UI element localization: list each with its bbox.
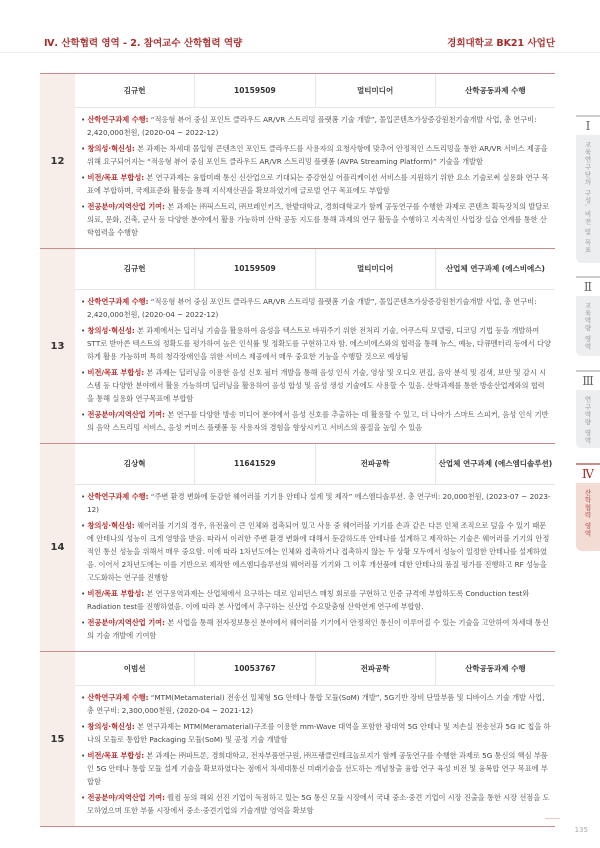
item-key: 산학연구과제 수행:: [87, 115, 149, 124]
footer-divider: [545, 818, 560, 819]
item-text: 본 과제에서는 딥러닝 기술을 활용하여 음성을 텍스트로 바꿔주기 위한 전처리 기술, 어쿠스틱 모델링, 디코딩 기법 등을 개발하여 STT로 받아쓴 텍스트의 정확도를 평가하여 높은 인식률 및 정확도를 구현하고자 함. 에스비에스와의 협력을 통해 뉴스, 예능, 다큐멘터리 등에서 다양하게 활용 가능하며 특히 청각장애인을 위한 서비스 제공에서 매우 중요한 기능을 수행할 것으로 예상됨: [87, 326, 551, 361]
list-item: • 창의성·혁신성: 본 연구과제는 MTM(Meramaterial)구조를 이용한 mm-Wave 대역을 포함한 광대역 5G 안테나 및 저손실 전송선과 5G IC 칩을 하나의 모듈로 통합한 Packaging 모듈(SoM) 및 공정 기술 개발함: [81, 722, 551, 744]
list-item: • 산학연구과제 수행: “주변 환경 변화에 둔감한 웨어러블 기기용 안테나 설계 및 제작” 에스엠디솔루션. 총 연구비: 20,000천원, (2023-07 ~ 2023-12): [81, 492, 551, 514]
item-text: “적응형 뷰어 중심 포인트 클라우드 AR/VR 스트리밍 플랫폼 기술 개발”, 몰입콘텐츠가상증강원천기술개발 사업, 총 연구비: 2,420,000천원, (2020-04 ~ 2022-12): [87, 297, 537, 319]
item-text: 본 연구를 다양한 방송 미디어 분야에서 음성 신호를 추출하는 데 활용할 수 있고, 더 나아가 스마트 스피커, 음성 인식 기반의 음악 스트리밍 서비스, 음성 커머스 플랫폼 등 사용자의 경험을 향상시키고 서비스의 품질을 높일 수 있음: [87, 410, 549, 432]
table-row: [40, 249, 555, 444]
row-number: 15: [40, 652, 75, 826]
item-text: “MTM(Metamaterial) 전송선 일체형 5G 안테나 통합 모듈(SoM) 개발”, 5G기반 장비 단말부품 및 디바이스 기술 개발 사업, 총 연구비: 2,300,000천원, (2020-04 ~ 2021-12): [87, 693, 545, 715]
professor-name: 김상혁: [75, 444, 195, 484]
list-item: • 전공분야/지역산업 기여: 퀄컴 등의 해외 선진 기업이 독점하고 있는 5G 통신 모듈 시장에서 국내 중소·중견 기업이 시장 진출을 통한 시장 선점을 도모하였으며 또한 부품 시장에서 중소·중견기업의 기술개발 영역을 확보함: [81, 793, 550, 815]
item-text: 본 연구과제는 MTM(Meramaterial)구조를 이용한 mm-Wave 대역을 포함한 광대역 5G 안테나 및 저손실 전송선과 5G IC 칩을 하나의 모듈로 통합한 Packaging 모듈(SoM) 및 공정 기술 개발함: [87, 722, 551, 744]
tab-label: 연구역량 영역: [583, 396, 592, 445]
professor-name: 김규헌: [75, 74, 195, 107]
item-key: 전공분야/지역산업 기여:: [87, 410, 165, 419]
list-item: • 비전/목표 부합성: 본 연구용역과제는 산업체에서 요구하는 대로 임피던스 매칭 회로를 구현하고 인증 규격에 부합하도록 Conduction test와 Radiation test를 진행하였음. 이에 따라 본 사업에서 추구하는 신산업 수요맞춤형 산학연계 연구에 부합함.: [81, 589, 530, 611]
field: 전파공학: [316, 652, 436, 685]
item-text: “주변 환경 변화에 둔감한 웨어러블 기기용 안테나 설계 및 제작” 에스엠디솔루션. 총 연구비: 20,000천원, (2023-07 ~ 2023-12): [87, 492, 551, 514]
item-key: 창의성·혁신성:: [87, 521, 135, 530]
tab-label: 산학협력 영역: [583, 489, 592, 538]
cooperation-type: 산학공동과제 수행: [465, 663, 526, 673]
table-row: [40, 444, 555, 652]
tab-numeral: Ⅱ: [576, 278, 600, 296]
item-key: 창의성·혁신성:: [87, 722, 135, 731]
list-item: • 산학연구과제 수행: “MTM(Metamaterial) 전송선 일체형 5G 안테나 통합 모듈(SoM) 개발”, 5G기반 장비 단말부품 및 디바이스 기술 개발 사업, 총 연구비: 2,300,000천원, (2020-04 ~ 2021-12): [81, 693, 545, 715]
table-row: [40, 74, 555, 249]
item-key: 창의성·혁신성:: [87, 326, 135, 335]
item-text: 웨어러블 기기의 경우, 유전율이 큰 인체와 접촉되어 있고 사용 중 웨어러블 기기를 손과 같은 다른 인체 조직으로 덮을 수 있기 때문에 안테나의 성능이 크게 영향을 받음. 따라서 이러한 주변 환경 변화에 대해서 둔감하도록 안테나를 설계하고 제작하는 기술은 웨어러블 기기의 안정적인 통신 성능을 위해서 매우 중요함. 이에 따라 1차년도에는 인체와 접촉하거나 접촉하지 않는 두 상황 모두에서 성능이 일정한 안테나를 설계하였음. 이어서 2차년도에는 이를 기반으로 제작한 에스엠디솔루션의 웨어러블 기기와 그 이후 개선품에 대한 안테나의 품질 평가를 진행하고 RF 성능을 고도화하는 연구를 진행함: [87, 521, 550, 582]
cooperation-table: [40, 73, 555, 827]
item-text: 본 연구과제는 융합미래 통신 신산업으로 기대되는 증강현실 어플리케이션 서비스를 지원하기 위한 요소 기술로써 실용화 연구 목표에 부합하며, 국제표준화 활동을 통해 지식재산권을 확보하였기에 글로벌 연구 목표에도 부합함: [87, 173, 549, 195]
tab-label: 교육연구단의 구성, 비전 및 목표: [583, 141, 592, 254]
side-tab[interactable]: [576, 276, 600, 356]
item-key: 산학연구과제 수행:: [87, 492, 149, 501]
item-key: 전공분야/지역산업 기여:: [87, 618, 165, 627]
item-text: 본 과제는 ㈜파트론, 경희대학교, 전자부품연구원, ㈜프랭클린테크놀로지가 함께 공동연구를 수행한 과제로 5G 통신의 핵심 부품인 5G 안테나 통합 모듈 설계 기술을 확보하였다는 점에서 차세대통신 미래기술을 선도하는 개념창출 융합 연구 육성 비전 및 융복합 연구 목표에 부합함: [87, 751, 548, 786]
tab-numeral: Ⅲ: [576, 372, 600, 390]
list-item: • 전공분야/지역산업 기여: 본 사업을 통해 전자정보통신 분야에서 웨어러블 기기에서 안정적인 통신이 이루어질 수 있는 기술을 고안하여 차세대 통신의 기술 개발에 기여함: [81, 618, 549, 640]
org-name: 경희대학교 BK21 사업단: [447, 38, 555, 49]
section-title: Ⅳ. 산학협력 영역 - 2. 참여교수 산학협력 역량: [44, 38, 243, 49]
page-number: 135: [574, 826, 588, 834]
list-item: • 창의성·혁신성: 본 과제는 차세대 몰입형 콘텐츠인 포인트 클라우드를 사용자의 요청사항에 맞추어 안정적인 스트리밍을 통한 AR/VR 서비스 제공을 위해 요구되어지는 “적응형 뷰어 중심 포인트 클라우드 AR/VR 스트리밍 플랫폼 (AVPA Streaming Platform)” 기술을 개발함: [81, 144, 548, 166]
field: 멀티미디어: [316, 74, 436, 107]
list-item: • 비전/목표 부합성: 본 과제는 딥러닝을 이용한 음성 신호 필터 개발을 통해 음성 인식 기술, 영상 및 오디오 편집, 음악 분석 및 검색, 보안 및 감시 시스템 등 다양한 분야에서 활용 가능하며 딥러닝을 활용하여 음성 합성 및 음성 생성 기술에도 사용할 수 있음. 산학과제를 통한 방송산업계와의 협력을 통해 실용화 연구목표에 부합함: [81, 368, 547, 403]
item-text: 퀄컴 등의 해외 선진 기업이 독점하고 있는 5G 통신 모듈 시장에서 국내 중소·중견 기업이 시장 진출을 통한 시장 선점을 도모하였으며 또한 부품 시장에서 중소·중견기업의 기술개발 영역을 확보함: [87, 793, 550, 815]
list-item: • 창의성·혁신성: 웨어러블 기기의 경우, 유전율이 큰 인체와 접촉되어 있고 사용 중 웨어러블 기기를 손과 같은 다른 인체 조직으로 덮을 수 있기 때문에 안테나의 성능이 크게 영향을 받음. 따라서 이러한 주변 환경 변화에 대해서 둔감하도록 안테나를 설계하고 제작하는 기술은 웨어러블 기기의 안정적인 통신 성능을 위해서 매우 중요함. 이에 따라 1차년도에는 인체와 접촉하거나 접촉하지 않는 두 상황 모두에서 성능이 일정한 안테나를 설계하였음. 이어서 2차년도에는 이를 기반으로 제작한 에스엠디솔루션의 웨어러블 기기와 그 이후 개선품에 대한 안테나의 품질 평가를 진행하고 RF 성능을 고도화하는 연구를 진행함: [81, 521, 550, 582]
list-item: • 산학연구과제 수행: “적응형 뷰어 중심 포인트 클라우드 AR/VR 스트리밍 플랫폼 기술 개발”, 몰입콘텐츠가상증강원천기술개발 사업, 총 연구비: 2,420,000천원, (2020-04 ~ 2022-12): [81, 297, 537, 319]
item-text: 본 과제는 ㈜픽스트리, ㈜브레인키즈, 한밭대학교, 경희대학교가 함께 공동연구를 수행한 과제로 콘텐츠 획득장치의 발달로 의료, 문화, 건축, 군사 등 다양한 분야에서 활용 가능하며 산학 공동 지도를 통해 과제의 연구 활동을 수행하고 지속적인 사업장 실습 연계를 통한 산학협력을 수행함: [87, 202, 550, 237]
list-item: • 산학연구과제 수행: “적응형 뷰어 중심 포인트 클라우드 AR/VR 스트리밍 플랫폼 기술 개발”, 몰입콘텐츠가상증강원천기술개발 사업, 총 연구비: 2,420,000천원, (2020-04 ~ 2022-12): [81, 115, 537, 137]
header-divider: [0, 52, 600, 53]
table-row: [40, 652, 555, 827]
item-text: 본 과제는 딥러닝을 이용한 음성 신호 필터 개발을 통해 음성 인식 기술, 영상 및 오디오 편집, 음악 분석 및 검색, 보안 및 감시 시스템 등 다양한 분야에서 활용 가능하며 딥러닝을 활용하여 음성 합성 및 음성 생성 기술에도 사용할 수 있음. 산학과제를 통한 방송산업계와의 협력을 통해 실용화 연구목표에 부합함: [87, 368, 547, 403]
researcher-id: 10159509: [195, 249, 315, 289]
cooperation-type: 산업체 연구과제 (에스엠디솔루션): [438, 459, 553, 468]
field: 멀티미디어: [316, 249, 436, 289]
researcher-id: 10053767: [195, 652, 315, 685]
professor-name: 김규헌: [75, 249, 195, 289]
item-key: 전공분야/지역산업 기여:: [87, 202, 165, 211]
item-key: 산학연구과제 수행:: [87, 693, 149, 702]
item-key: 비전/목표 부합성:: [87, 173, 145, 182]
list-item: • 창의성·혁신성: 본 과제에서는 딥러닝 기술을 활용하여 음성을 텍스트로 바꿔주기 위한 전처리 기술, 어쿠스틱 모델링, 디코딩 기법 등을 개발하여 STT로 받아쓴 텍스트의 정확도를 평가하여 높은 인식률 및 정확도를 구현하고자 함. 에스비에스와의 협력을 통해 뉴스, 예능, 다큐멘터리 등에서 다양하게 활용 가능하며 특히 청각장애인을 위한 서비스 제공에서 매우 중요한 기능을 수행할 것으로 예상됨: [81, 326, 551, 361]
side-tab[interactable]: [576, 115, 600, 263]
row-number: 12: [40, 74, 75, 248]
researcher-id: 10159509: [195, 74, 315, 107]
item-text: 본 사업을 통해 전자정보통신 분야에서 웨어러블 기기에서 안정적인 통신이 이루어질 수 있는 기술을 고안하여 차세대 통신의 기술 개발에 기여함: [87, 618, 549, 640]
side-tab[interactable]: [576, 370, 600, 448]
cooperation-type: 산업체 연구과제 (에스비에스): [445, 264, 545, 273]
researcher-id: 11641529: [195, 444, 315, 484]
item-key: 창의성·혁신성:: [87, 144, 135, 153]
professor-name: 이범선: [75, 652, 195, 685]
row-number: 14: [40, 444, 75, 651]
cooperation-type: 산학공동과제 수행: [465, 85, 526, 95]
item-key: 산학연구과제 수행:: [87, 297, 149, 306]
tab-label: 교육역량 영역: [583, 302, 592, 351]
list-item: • 비전/목표 부합성: 본 연구과제는 융합미래 통신 신산업으로 기대되는 증강현실 어플리케이션 서비스를 지원하기 위한 요소 기술로써 실용화 연구 목표에 부합하며, 국제표준화 활동을 통해 지식재산권을 확보하였기에 글로벌 연구 목표에도 부합함: [81, 173, 549, 195]
item-key: 비전/목표 부합성:: [87, 589, 145, 598]
item-text: 본 과제는 차세대 몰입형 콘텐츠인 포인트 클라우드를 사용자의 요청사항에 맞추어 안정적인 스트리밍을 통한 AR/VR 서비스 제공을 위해 요구되어지는 “적응형 뷰어 중심 포인트 클라우드 AR/VR 스트리밍 플랫폼 (AVPA Streaming Platform)” 기술을 개발함: [87, 144, 548, 166]
list-item: • 비전/목표 부합성: 본 과제는 ㈜파트론, 경희대학교, 전자부품연구원, ㈜프랭클린테크놀로지가 함께 공동연구를 수행한 과제로 5G 통신의 핵심 부품인 5G 안테나 통합 모듈 설계 기술을 확보하였다는 점에서 차세대통신 미래기술을 선도하는 개념창출 융합 연구 육성 비전 및 융복합 연구 목표에 부합함: [81, 751, 548, 786]
page-header: [44, 33, 555, 51]
item-key: 비전/목표 부합성:: [87, 751, 145, 760]
field: 전파공학: [316, 444, 436, 484]
item-key: 전공분야/지역산업 기여:: [87, 793, 165, 802]
tab-numeral: Ⅰ: [576, 117, 600, 135]
item-text: 본 연구용역과제는 산업체에서 요구하는 대로 임피던스 매칭 회로를 구현하고 인증 규격에 부합하도록 Conduction test와 Radiation test를 진행하였음. 이에 따라 본 사업에서 추구하는 신산업 수요맞춤형 산학연계 연구에 부합함.: [87, 589, 530, 611]
tab-numeral: Ⅳ: [576, 465, 600, 483]
row-number: 13: [40, 249, 75, 443]
list-item: • 전공분야/지역산업 기여: 본 연구를 다양한 방송 미디어 분야에서 음성 신호를 추출하는 데 활용할 수 있고, 더 나아가 스마트 스피커, 음성 인식 기반의 음악 스트리밍 서비스, 음성 커머스 플랫폼 등 사용자의 경험을 향상시키고 서비스의 품질을 높일 수 있음: [81, 410, 549, 432]
side-tab[interactable]: [576, 463, 600, 551]
item-text: “적응형 뷰어 중심 포인트 클라우드 AR/VR 스트리밍 플랫폼 기술 개발”, 몰입콘텐츠가상증강원천기술개발 사업, 총 연구비: 2,420,000천원, (2020-04 ~ 2022-12): [87, 115, 537, 137]
item-key: 비전/목표 부합성:: [87, 368, 145, 377]
list-item: • 전공분야/지역산업 기여: 본 과제는 ㈜픽스트리, ㈜브레인키즈, 한밭대학교, 경희대학교가 함께 공동연구를 수행한 과제로 콘텐츠 획득장치의 발달로 의료, 문화, 건축, 군사 등 다양한 분야에서 활용 가능하며 산학 공동 지도를 통해 과제의 연구 활동을 수행하고 지속적인 사업장 실습 연계를 통한 산학협력을 수행함: [81, 202, 550, 237]
